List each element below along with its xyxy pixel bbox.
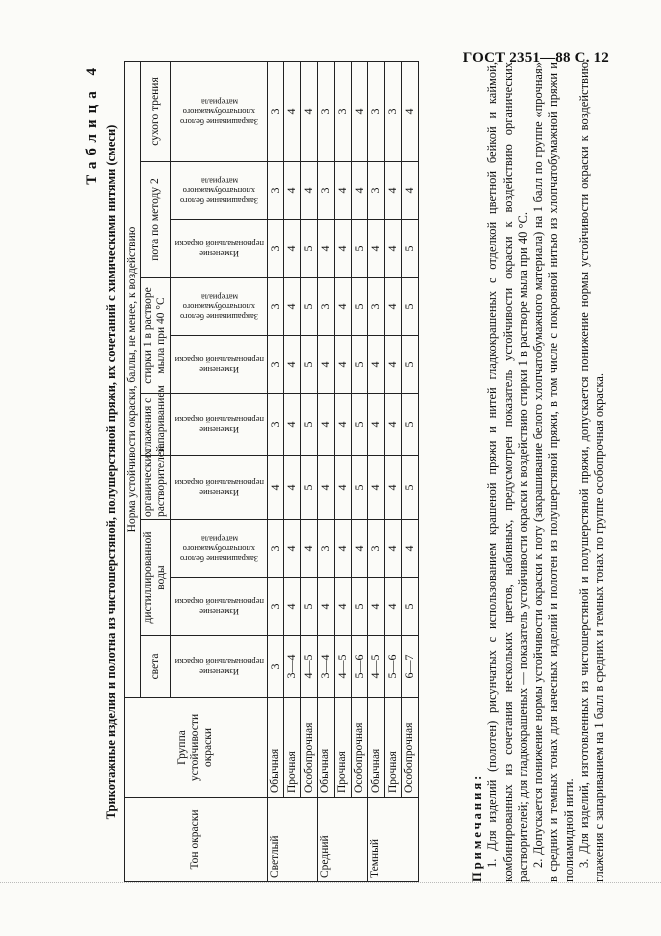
sub-wash-change: Изменение первоначальной окраски: [170, 336, 267, 394]
value-cell: 3: [267, 61, 284, 161]
value-cell: 3: [385, 61, 402, 161]
value-cell: 5: [402, 336, 419, 394]
value-cell: 4: [334, 278, 351, 336]
value-cell: 5: [402, 220, 419, 278]
col-tone: Тон окраски: [125, 798, 268, 882]
col-organic: органических растворителей: [141, 456, 170, 520]
value-cell: 4: [385, 520, 402, 578]
value-cell: 4—5: [301, 636, 318, 698]
sub-ironing-change: Изменение первоначальной окраски: [170, 394, 267, 456]
value-cell: 4: [385, 162, 402, 220]
value-cell: 5: [351, 578, 368, 636]
group-cell: Прочная: [385, 698, 402, 798]
value-cell: 4: [402, 162, 419, 220]
col-light: света: [141, 636, 170, 698]
value-cell: 3: [368, 278, 385, 336]
value-cell: 4: [301, 520, 318, 578]
tone-cell: Темный: [368, 798, 418, 882]
group-cell: Особопрочная: [301, 698, 318, 798]
table-row: [301, 61, 318, 881]
value-cell: 3—4: [284, 636, 301, 698]
value-cell: 5: [351, 220, 368, 278]
value-cell: 4: [318, 394, 335, 456]
note-2: 2. Допускается понижение нормы устойчивости окраски к поту (закрашивание белого хлопчатобумажного материала) на 1 балл по группе «прочная» в средних и темных тонах для начесных изделий и полотен из полушерстяной пряжи, в том числе с покровной нитью из хлопчатобумажной пряжи и полиамидной нити.: [531, 62, 576, 882]
sub-wash-staining: Закрашивание белого хлопчатобумажного материала: [170, 278, 267, 336]
table-label: Таблица 4: [84, 62, 100, 185]
value-cell: 4: [385, 578, 402, 636]
value-cell: 4: [402, 61, 419, 161]
table-row: [351, 61, 368, 881]
sub-water-staining: Закрашивание белого хлопчатобумажного материала: [170, 520, 267, 578]
value-cell: 4: [318, 578, 335, 636]
value-cell: 4—5: [334, 636, 351, 698]
value-cell: 5: [351, 456, 368, 520]
col-water: дистиллированной воды: [141, 520, 170, 636]
value-cell: 4: [284, 162, 301, 220]
value-cell: 5: [351, 394, 368, 456]
value-cell: 3—4: [318, 636, 335, 698]
value-cell: 3: [267, 394, 284, 456]
tone-cell: Средний: [318, 798, 368, 882]
value-cell: 4: [334, 578, 351, 636]
value-cell: 4: [351, 61, 368, 161]
value-cell: 3: [267, 162, 284, 220]
value-cell: 4: [368, 220, 385, 278]
group-cell: Особопрочная: [351, 698, 368, 798]
value-cell: 4: [385, 220, 402, 278]
value-cell: 5: [402, 278, 419, 336]
value-cell: 4: [334, 220, 351, 278]
value-cell: 3: [267, 278, 284, 336]
value-cell: 4: [351, 162, 368, 220]
value-cell: 5: [402, 456, 419, 520]
value-cell: 3: [267, 636, 284, 698]
value-cell: 3: [318, 520, 335, 578]
value-cell: 4: [368, 578, 385, 636]
value-cell: 3: [368, 61, 385, 161]
value-cell: 3: [267, 520, 284, 578]
note-1: 1. Для изделий (полотен) рисунчатых с использованием крашеной пряжи и нитей гладкокрашеных с отделкой цветной бейкой и каймой, комбинированных из сочетания нескольких цветов, набивных, предусмотрен показатель устойчивости окраски к воздействию органических растворителей; для гладкокрашеных — показатель устойчивости окраски к воздействию стирки 1 в растворе мыла при 40 °С.: [485, 62, 530, 882]
tone-cell: Светлый: [267, 798, 317, 882]
value-cell: 4: [385, 278, 402, 336]
value-cell: 3: [318, 61, 335, 161]
table-row: [267, 61, 284, 881]
value-cell: 4: [301, 61, 318, 161]
value-cell: 5: [301, 394, 318, 456]
value-cell: 3: [267, 578, 284, 636]
notes-title: Примечания:: [470, 772, 484, 882]
value-cell: 3: [334, 61, 351, 161]
value-cell: 4: [284, 336, 301, 394]
value-cell: 4: [334, 162, 351, 220]
value-cell: 4: [284, 61, 301, 161]
col-group: Группа устойчивости окраски: [125, 698, 268, 798]
value-cell: 4: [334, 520, 351, 578]
value-cell: 4: [318, 456, 335, 520]
sub-rub-staining: Закрашивание белого хлопчатобумажного материала: [170, 61, 267, 161]
value-cell: 5: [301, 220, 318, 278]
value-cell: 4: [334, 394, 351, 456]
value-cell: 4: [318, 220, 335, 278]
sub-light-change: Изменение первоначальной окраски: [170, 636, 267, 698]
col-ironing: глажения с запариванием: [141, 394, 170, 456]
value-cell: 5: [301, 456, 318, 520]
value-cell: 5: [402, 394, 419, 456]
col-sweat: пота по методу 2: [141, 162, 170, 278]
sub-sweat-staining: Закрашивание белого хлопчатобумажного материала: [170, 162, 267, 220]
table-row: [318, 61, 335, 881]
value-cell: 4: [284, 520, 301, 578]
value-cell: 4: [368, 336, 385, 394]
value-cell: 4: [385, 456, 402, 520]
value-cell: 4: [351, 520, 368, 578]
value-cell: 4: [368, 394, 385, 456]
group-cell: Обычная: [368, 698, 385, 798]
value-cell: 5—6: [385, 636, 402, 698]
col-wash: стирки 1 в растворе мыла при 40 °С: [141, 278, 170, 394]
value-cell: 3: [318, 162, 335, 220]
value-cell: 4: [284, 220, 301, 278]
value-cell: 3: [267, 336, 284, 394]
value-cell: 4: [284, 394, 301, 456]
colorfastness-table: [124, 61, 419, 882]
col-rub: сухого трения: [141, 61, 170, 161]
value-cell: 4: [301, 162, 318, 220]
value-cell: 3: [368, 520, 385, 578]
value-cell: 4: [284, 456, 301, 520]
value-cell: 4: [368, 456, 385, 520]
sub-water-change: Изменение первоначальной окраски: [170, 578, 267, 636]
value-cell: 3: [318, 278, 335, 336]
value-cell: 3: [267, 220, 284, 278]
value-cell: 4: [284, 278, 301, 336]
value-cell: 5: [402, 578, 419, 636]
value-cell: 4: [284, 578, 301, 636]
value-cell: 5: [301, 578, 318, 636]
group-cell: Обычная: [318, 698, 335, 798]
rotated-page-content: [82, 62, 607, 882]
value-cell: 6—7: [402, 636, 419, 698]
group-cell: Особопрочная: [402, 698, 419, 798]
value-cell: 5—6: [351, 636, 368, 698]
table-row: [284, 61, 301, 881]
group-cell: Прочная: [334, 698, 351, 798]
note-3: 3. Для изделий, изготовленных из чистошерстяной и полушерстяной пряжи, допускается понижение нормы устойчивости окраски к воздействию глажения с запариванием на 1 балл в средних и темных тонах по группе особопрочная окраска.: [577, 62, 607, 882]
value-cell: 3: [368, 162, 385, 220]
table-row: [334, 61, 351, 881]
table-row: [402, 61, 419, 881]
value-cell: 4: [385, 394, 402, 456]
page-header: ГОСТ 2351—88 С. 12: [462, 50, 609, 66]
value-cell: 4: [334, 456, 351, 520]
value-cell: 4: [402, 520, 419, 578]
value-cell: 5: [301, 278, 318, 336]
value-cell: 5: [301, 336, 318, 394]
group-cell: Обычная: [267, 698, 284, 798]
table-row: [385, 61, 402, 881]
value-cell: 4: [385, 336, 402, 394]
scan-artifact-line: [0, 882, 661, 887]
value-cell: 4—5: [368, 636, 385, 698]
value-cell: 5: [351, 278, 368, 336]
col-norm: Норма устойчивости окраски, баллы, не менее, к воздействию: [125, 61, 141, 697]
group-cell: Прочная: [284, 698, 301, 798]
value-cell: 5: [351, 336, 368, 394]
table-row: [368, 61, 385, 881]
sub-organic-change: Изменение первоначальной окраски: [170, 456, 267, 520]
value-cell: 4: [318, 336, 335, 394]
sub-sweat-change: Изменение первоначальной окраски: [170, 220, 267, 278]
table-title: Трикотажные изделия и полотна из чистошерстяной, полушерстяной пряжи, их сочетаний с химическими нитями (смеси): [104, 124, 118, 820]
value-cell: 4: [334, 336, 351, 394]
notes-block: [470, 62, 608, 882]
value-cell: 4: [267, 456, 284, 520]
